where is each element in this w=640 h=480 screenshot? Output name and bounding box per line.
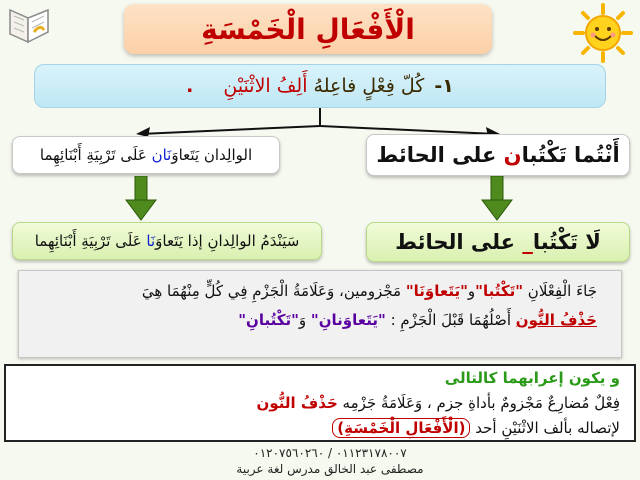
- book-icon: [4, 6, 56, 50]
- example-text: سَيَنْدَمُ الوالِدانِ إذا يَتَعاوَنَا عَلَى تَرْبِيَةِ أَبْنَائِهِما: [34, 232, 300, 250]
- rule-number: ١-: [434, 75, 454, 97]
- example-card-write-bottom: [366, 222, 630, 262]
- example-text: لَا تَكْتُبا_ على الحائط: [395, 230, 601, 254]
- highlight-letters: ن: [503, 143, 522, 167]
- irab-line-2: فِعْلٌ مُضارِعٌ مَجْزومٌ بأداةِ جزم ، وَعَلَامَةُ جَزْمِه حَذْفُ النُّون: [256, 394, 620, 412]
- irab-box: [4, 364, 636, 442]
- rule-banner: [34, 64, 606, 108]
- arrow-down-icon: [480, 176, 514, 222]
- irab-heading: و يكون إعرابهما كالتالى: [444, 369, 620, 387]
- highlight-letters: _: [522, 230, 533, 254]
- footer-teacher: مصطفى عبد الخالق مدرس لغة عربية: [236, 462, 424, 476]
- explanation-line-1: جَاءَ الْفِعْلَانِ "تَكْتُبا"و"يَتَعاوَنَا" مَجْزومين، وَعَلَامَةُ الْجَزْمِ فِي كُلٍّ مِنْهُمَا هِيَ: [141, 282, 597, 300]
- arrow-down-icon: [124, 176, 158, 222]
- rule-highlight: أَلِفُ الاثْنَيْنِ: [223, 75, 308, 97]
- example-text: أَنْتُما تَكْتُبان على الحائط: [376, 143, 620, 167]
- rule-text: كُلّ فِعْلٍ فاعِلهُ: [313, 75, 425, 97]
- page-title: [124, 4, 492, 54]
- highlight-letters: نَان: [151, 146, 172, 164]
- example-text: الوالِدان يَتَعاوَنَان عَلَى تَرْبِيَةِ أَبْنَائِهِما: [39, 146, 253, 164]
- highlight-letters: نَا: [146, 232, 156, 250]
- example-card-write-top: [366, 134, 630, 176]
- footer-phones: ٠١١٢٣١٧٨٠٠٧ / ٠١٢٠٧٥٦٠٢٦٠: [253, 446, 407, 460]
- explanation-line-2: حَذْفُ النُّون أَصْلُهُمَا قَبْلَ الْجَزْمِ : "يَتَعاوَنانِ" وَ"تَكْتُبانِ": [238, 311, 597, 329]
- explanation-box: [18, 270, 622, 358]
- rule-end-mark: .: [186, 75, 194, 97]
- title-text: الْأَفْعَالِ الْخَمْسَةِ: [201, 12, 415, 46]
- sun-icon: [570, 2, 636, 64]
- example-card-verb-bottom: [12, 222, 322, 260]
- irab-line-3: لإتصاله بألف الاثْنَيْنِ أحد (الْأَفْعَالِ الْخَمْسَةِ): [20, 416, 620, 441]
- example-card-verb-top: [12, 136, 280, 174]
